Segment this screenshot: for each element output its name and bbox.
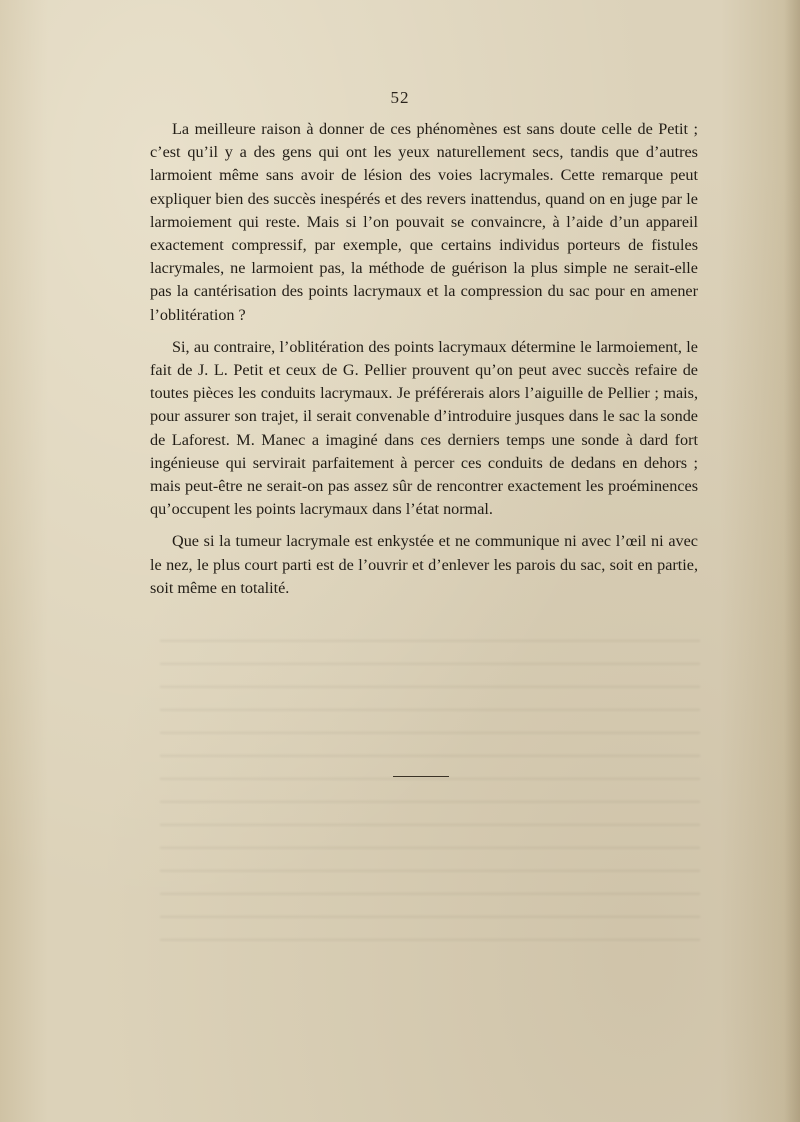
- show-through-text: [160, 640, 700, 960]
- paragraph-1: La meilleure raison à donner de ces phénomènes est sans doute celle de Petit ; c’est qu’il y a des gens qui ont les yeux naturellement secs, tandis que d’autres larmoient même sans avoir de lésion des voies lacrymales. Cette remarque peut expliquer bien des succès inespérés et des revers inattendus, quand on en juge par le larmoiement qui reste. Mais si l’on pouvait se convaincre, à l’aide d’un appareil exactement compressif, par exemple, que certains individus porteurs de fistules lacrymales, ne larmoient pas, la méthode de guérison la plus simple ne serait-elle pas la cantérisation des points lacrymaux et la compression du sac pour en amener l’oblitération ?: [150, 120, 698, 324]
- section-divider: [393, 776, 449, 777]
- paragraph-2: Si, au contraire, l’oblitération des points lacrymaux détermine le larmoiement, le fait de J. L. Petit et ceux de G. Pellier prouvent qu’on peut avec succès refaire de toutes pièces les conduits lacrymaux. Je préférerais alors l’aiguille de Pellier ; mais, pour assurer son trajet, il serait convenable d’introduire jusques dans le sac la sonde de Laforest. M. Manec a imaginé dans ces derniers temps une sonde à dard fort ingénieuse qui servirait parfaitement à percer ces conduits de dedans en dehors ; mais peut-être ne serait-on pas assez sûr de rencontrer exactement les proéminences qu’occupent les points lacrymaux dans l’état normal.: [150, 337, 698, 519]
- paragraph-3: Que si la tumeur lacrymale est enkystée et ne communique ni avec l’œil ni avec le nez, le plus court parti est de l’ouvrir et d’enlever les parois du sac, soit en partie, soit même en totalité.: [150, 532, 698, 597]
- page-number: 52: [390, 88, 410, 107]
- page-edge-shadow: [784, 0, 800, 1122]
- body-text: [150, 118, 698, 609]
